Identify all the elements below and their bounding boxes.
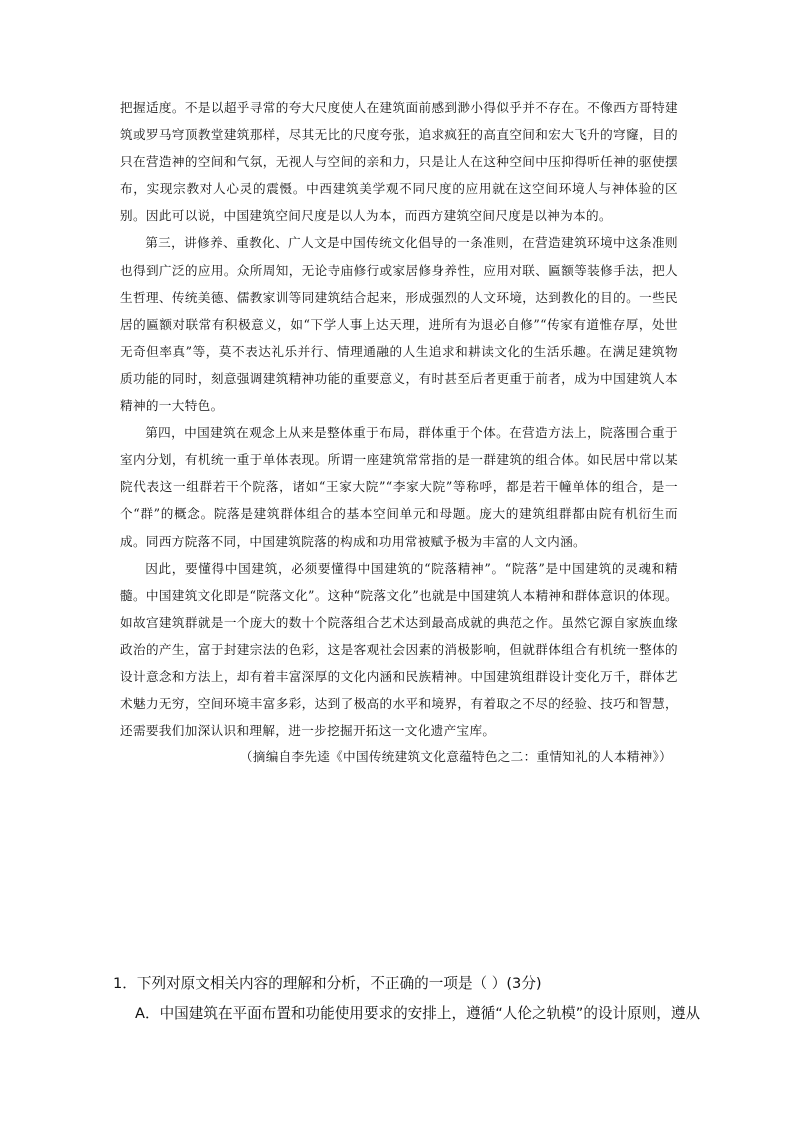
question-1 bbox=[113, 969, 701, 1029]
paragraph-third-principle: 第三，讲修养、重教化、广人文是中国传统文化倡导的一条准则，在营造建筑环境中这条准则也得到广泛的应用。众所周知，无论寺庙修行或家居修身养性，应用对联、匾额等装修手法，把人生哲理、传统美德、儒教家训等同建筑结合起来，形成强烈的人文环境，达到教化的目的。一些民居的匾额对联常有积极意义，如“下学人事上达天理，进所有为退必自修”“传家有道惟存厚，处世无奇但率真”等，莫不表达礼乐并行、情理通融的人生追求和耕读文化的生活乐趣。在满足建筑物质功能的同时，刻意强调建筑精神功能的重要意义，有时甚至后者更重于前者，成为中国建筑人本精神的一大特色。 bbox=[120, 235, 678, 414]
source-citation: （摘编自李先逵《中国传统建筑文化意蕴特色之二：重情知礼的人本精神》） bbox=[239, 749, 672, 765]
option-a: A．中国建筑在平面布置和功能使用要求的安排上，遵循“人伦之轨模”的设计原则，遵从 bbox=[135, 1005, 701, 1022]
paragraph-scale: 把握适度。不是以超乎寻常的夸大尺度使人在建筑面前感到渺小得似乎并不存在。不像西方哥特建筑或罗马穹顶教堂建筑那样，尽其无比的尺度夸张，追求疯狂的高直空间和宏大飞升的穹窿，目的只在营造神的空间和气氛，无视人与空间的亲和力，只是让人在这种空间中压抑得听任神的驱使摆布，实现宗教对人心灵的震慑。中西建筑美学观不同尺度的应用就在这空间环境人与神体验的区别。因此可以说，中国建筑空间尺度是以人为本，而西方建筑空间尺度是以神为本的。 bbox=[120, 100, 678, 224]
article-body bbox=[120, 94, 678, 768]
paragraph-conclusion: 因此，要懂得中国建筑，必须要懂得中国建筑的“院落精神”。“院落”是中国建筑的灵魂和精髓。中国建筑文化即是“院落文化”。这种“院落文化”也就是中国建筑人本精神和群体意识的体现。如故宫建筑群就是一个庞大的数十个院落组合艺术达到最高成就的典范之作。虽然它源自家族血缘政治的产生，富于封建宗法的色彩，这是客观社会因素的消极影响，但就群体组合有机统一整体的设计意念和方法上，却有着丰富深厚的文化内涵和民族精神。中国建筑组群设计变化万千，群体艺术魅力无穷，空间环境丰富多彩，达到了极高的水平和境界，有着取之不尽的经验、技巧和智慧，还需要我们加深认识和理解，进一步挖掘开拓这一文化遗产宝库。 bbox=[120, 560, 678, 739]
question-stem: 1．下列对原文相关内容的理解和分析，不正确的一项是（ ）(3分) bbox=[113, 975, 542, 992]
paragraph-fourth-principle: 第四，中国建筑在观念上从来是整体重于布局，群体重于个体。在营造方法上，院落围合重于室内分划，有机统一重于单体表现。所谓一座建筑常常指的是一群建筑的组合体。如民居中常以某院代表这一组群若干个院落，诸如“王家大院”“李家大院”等称呼，都是若干幢单体的组合，是一个“群”的概念。院落是建筑群体组合的基本空间单元和母题。庞大的建筑组群都由院有机衍生而成。同西方院落不同，中国建筑院落的构成和功用常被赋予极为丰富的人文内涵。 bbox=[120, 425, 678, 549]
